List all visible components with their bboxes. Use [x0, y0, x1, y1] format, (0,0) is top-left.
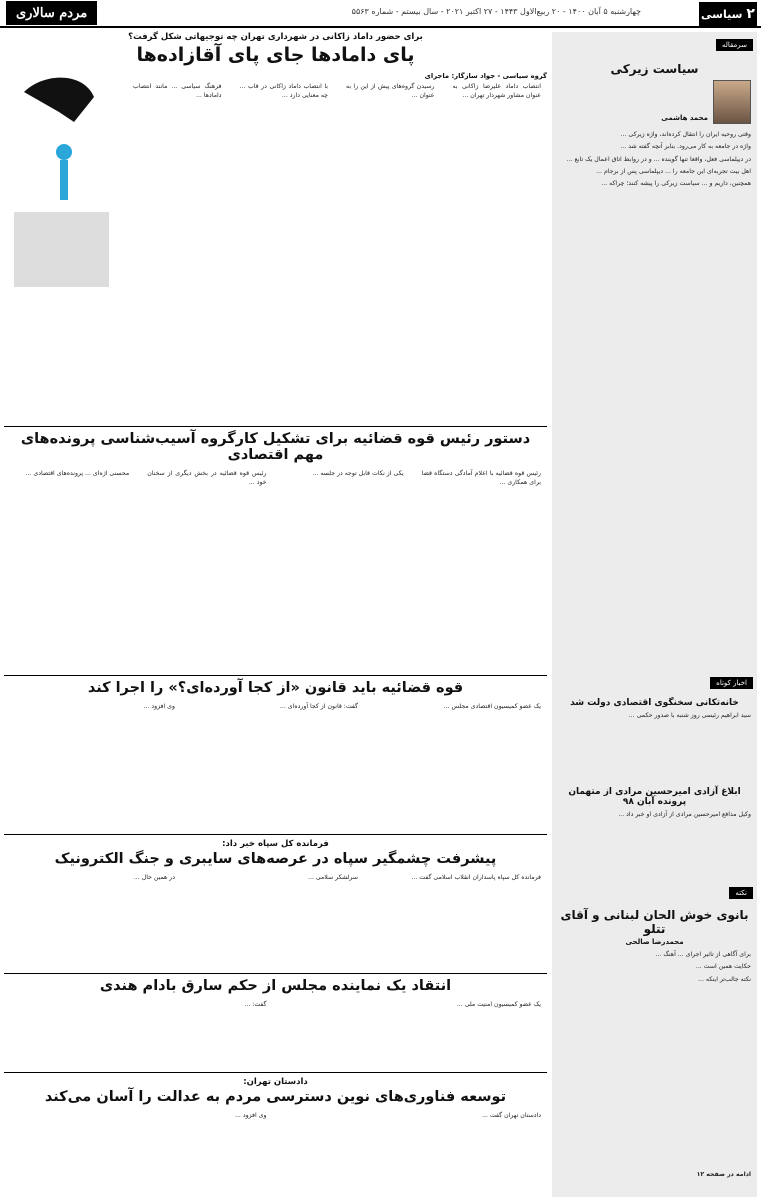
news1-text: سید ابراهیم رئیسی روز شنبه با صدور حکمی ...: [628, 712, 751, 719]
lead-columns: [127, 82, 547, 101]
story-lead: [4, 32, 547, 422]
paragraph: واژه در جامعه به کار می‌رود. بنابر آنچه گفته شد ...: [620, 143, 751, 151]
law-col: یک عضو کمیسیون اقتصادی مجلس ...: [443, 703, 541, 710]
paragraph: همچنین، داریم و ... سیاست زیرکی را پیشه کنند؛ چراکه ...: [601, 180, 751, 188]
note-text: [552, 950, 757, 1170]
hand-illustration: [24, 78, 94, 122]
paragraph: برای آگاهی از تاثیر اجرای ... آهنگ ...: [655, 951, 751, 958]
main-content: [4, 32, 547, 1197]
newspaper-logo: مردم سالاری: [6, 1, 97, 25]
prosecutor-kicker: دادستان تهران:: [243, 1077, 308, 1087]
note-title: بانوی خوش الحان لبنانی و آقای تتلو: [560, 908, 749, 936]
irgc-headline: پیشرفت چشمگیر سپاه در عرصه‌های سایبری و جنگ الکترونیک: [54, 851, 497, 867]
editorial-tag: سرمقاله: [716, 39, 753, 51]
judiciary-col: رئیس قوه قضائیه در بخش دیگری از سخنان خود ...: [147, 470, 267, 487]
cashew-col: گفت: ...: [244, 1001, 267, 1008]
lead-byline: گروه سیاسی - جواد سازگار: ماجرای: [424, 72, 547, 80]
judiciary-headline: دستور رئیس قوه قضائیه برای تشکیل کارگروه آسیب‌شناسی پرونده‌های مهم اقتصادی: [20, 431, 531, 463]
page-number-box: [699, 2, 757, 26]
lead-col: فرهنگ سیاسی ... مانند انتصاب دامادها ...: [133, 83, 222, 100]
note-tag: نکته: [729, 887, 753, 899]
law-headline: قوه قضائیه باید قانون «از کجا آورده‌ای؟» را اجرا کند: [87, 680, 464, 696]
lead-kicker: برای حضور داماد زاکانی در شهرداری تهران چه توجیهاتی شکل گرفت؟: [128, 32, 423, 42]
irgc-col: در همین حال ...: [133, 874, 175, 881]
lead-headline: پای دامادها جای پای آقازاده‌ها: [136, 44, 415, 66]
section-name: سیاسی: [701, 7, 743, 21]
story-judiciary: [4, 431, 547, 671]
divider: [4, 426, 547, 427]
divider: [4, 973, 547, 974]
law-columns: [4, 702, 547, 711]
prosecutor-columns: [4, 1111, 547, 1120]
news1-title: خانه‌تکانی سخنگوی اقتصادی دولت شد: [570, 698, 739, 708]
divider: [4, 834, 547, 835]
paragraph: نکته جالب‌تر اینکه ...: [698, 975, 751, 983]
author-photo: [713, 80, 751, 124]
editorial-text: [552, 130, 757, 670]
lead-col: انتصاب داماد علیرضا زاکانی به عنوان مشاور شهردار تهران ...: [452, 83, 541, 100]
paragraph: اهل بیت تجربه‌ای این جامعه را ... دیپلماسی پس از برجام ...: [596, 167, 751, 175]
lead-illustration: [4, 72, 114, 292]
prosecutor-headline: توسعه فناوری‌های نوین دسترسی مردم به عدالت را آسان می‌کند: [44, 1089, 507, 1105]
page-header: [0, 0, 761, 28]
story-law: [4, 680, 547, 830]
prosecutor-col: وی افزود ...: [235, 1112, 267, 1119]
irgc-columns: [4, 873, 547, 882]
news-tag: اخبار کوتاه: [710, 677, 753, 689]
editorial-author-row: [552, 80, 757, 124]
crowd-illustration: [14, 212, 109, 287]
law-col: گفت: قانون از کجا آورده‌ای ...: [279, 703, 358, 710]
editorial-title: سیاست زیرکی: [610, 62, 699, 76]
news2-title: ابلاغ آزادی امیرحسین مرادی از متهمان پرونده آبان ۹۸: [568, 787, 741, 807]
puppet-body: [60, 160, 68, 200]
law-col: وی افزود ...: [143, 703, 175, 710]
cashew-col: یک عضو کمیسیون امنیت ملی ...: [456, 1001, 541, 1008]
judiciary-col: محسنی اژه‌ای ... پرونده‌های اقتصادی ...: [25, 470, 130, 477]
news2-text: وکیل مدافع امیرحسین مرادی از آزادی او خبر داد ...: [618, 811, 751, 818]
paragraph: در دیپلماسی فعل، واقعا تنها گوینده ... و در روابط اتاق اعمال یک تابع ...: [566, 155, 751, 163]
author-name: محمد هاشمی: [661, 114, 708, 122]
divider: [4, 1072, 547, 1073]
paragraph: وقتی روحیه ایران را انتقال کرده‌اند، واژه زیرکی ...: [620, 131, 751, 138]
judiciary-col: رئیس قوه قضائیه با اعلام آمادگی دستگاه قضا برای همکاری ...: [421, 470, 541, 487]
irgc-col: فرمانده کل سپاه پاسداران انقلاب اسلامی گفت ...: [411, 874, 541, 881]
cashew-headline: انتقاد یک نماینده مجلس از حکم سارق بادام هندی: [99, 978, 452, 994]
cashew-columns: [4, 1000, 547, 1009]
note-author: محمدرضا صالحی: [625, 938, 684, 946]
story-irgc: [4, 839, 547, 969]
divider: [4, 675, 547, 676]
page-number: ۲: [746, 6, 755, 22]
continued-note: ادامه در صفحه ۱۲: [696, 1171, 751, 1178]
lead-col: رسیدن گروه‌های پیش از این را به عنوان ...: [346, 83, 435, 100]
judiciary-col: یکی از نکات قابل توجه در جلسه ...: [312, 470, 404, 477]
story-prosecutor: [4, 1077, 547, 1167]
lead-col: با انتصاب داماد زاکانی در قاب ... چه معنایی دارد ...: [239, 83, 328, 100]
sidebar: [552, 32, 757, 1197]
issue-line: چهارشنبه ۵ آبان ۱۴۰۰ - ۲۰ ربیع‌الاول ۱۴۴۳ - ۲۷ اکتبر ۲۰۲۱ - سال بیستم - شماره ۵۵۶۳: [351, 7, 641, 16]
irgc-col: سرلشکر سلامی ...: [307, 874, 358, 881]
story-cashew: [4, 978, 547, 1068]
judiciary-columns: [4, 469, 547, 488]
puppet-head: [56, 144, 72, 160]
paragraph: حکایت همین است ...: [695, 963, 751, 971]
prosecutor-col: دادستان تهران گفت ...: [482, 1112, 541, 1119]
irgc-kicker: فرمانده کل سپاه خبر داد:: [222, 839, 329, 849]
